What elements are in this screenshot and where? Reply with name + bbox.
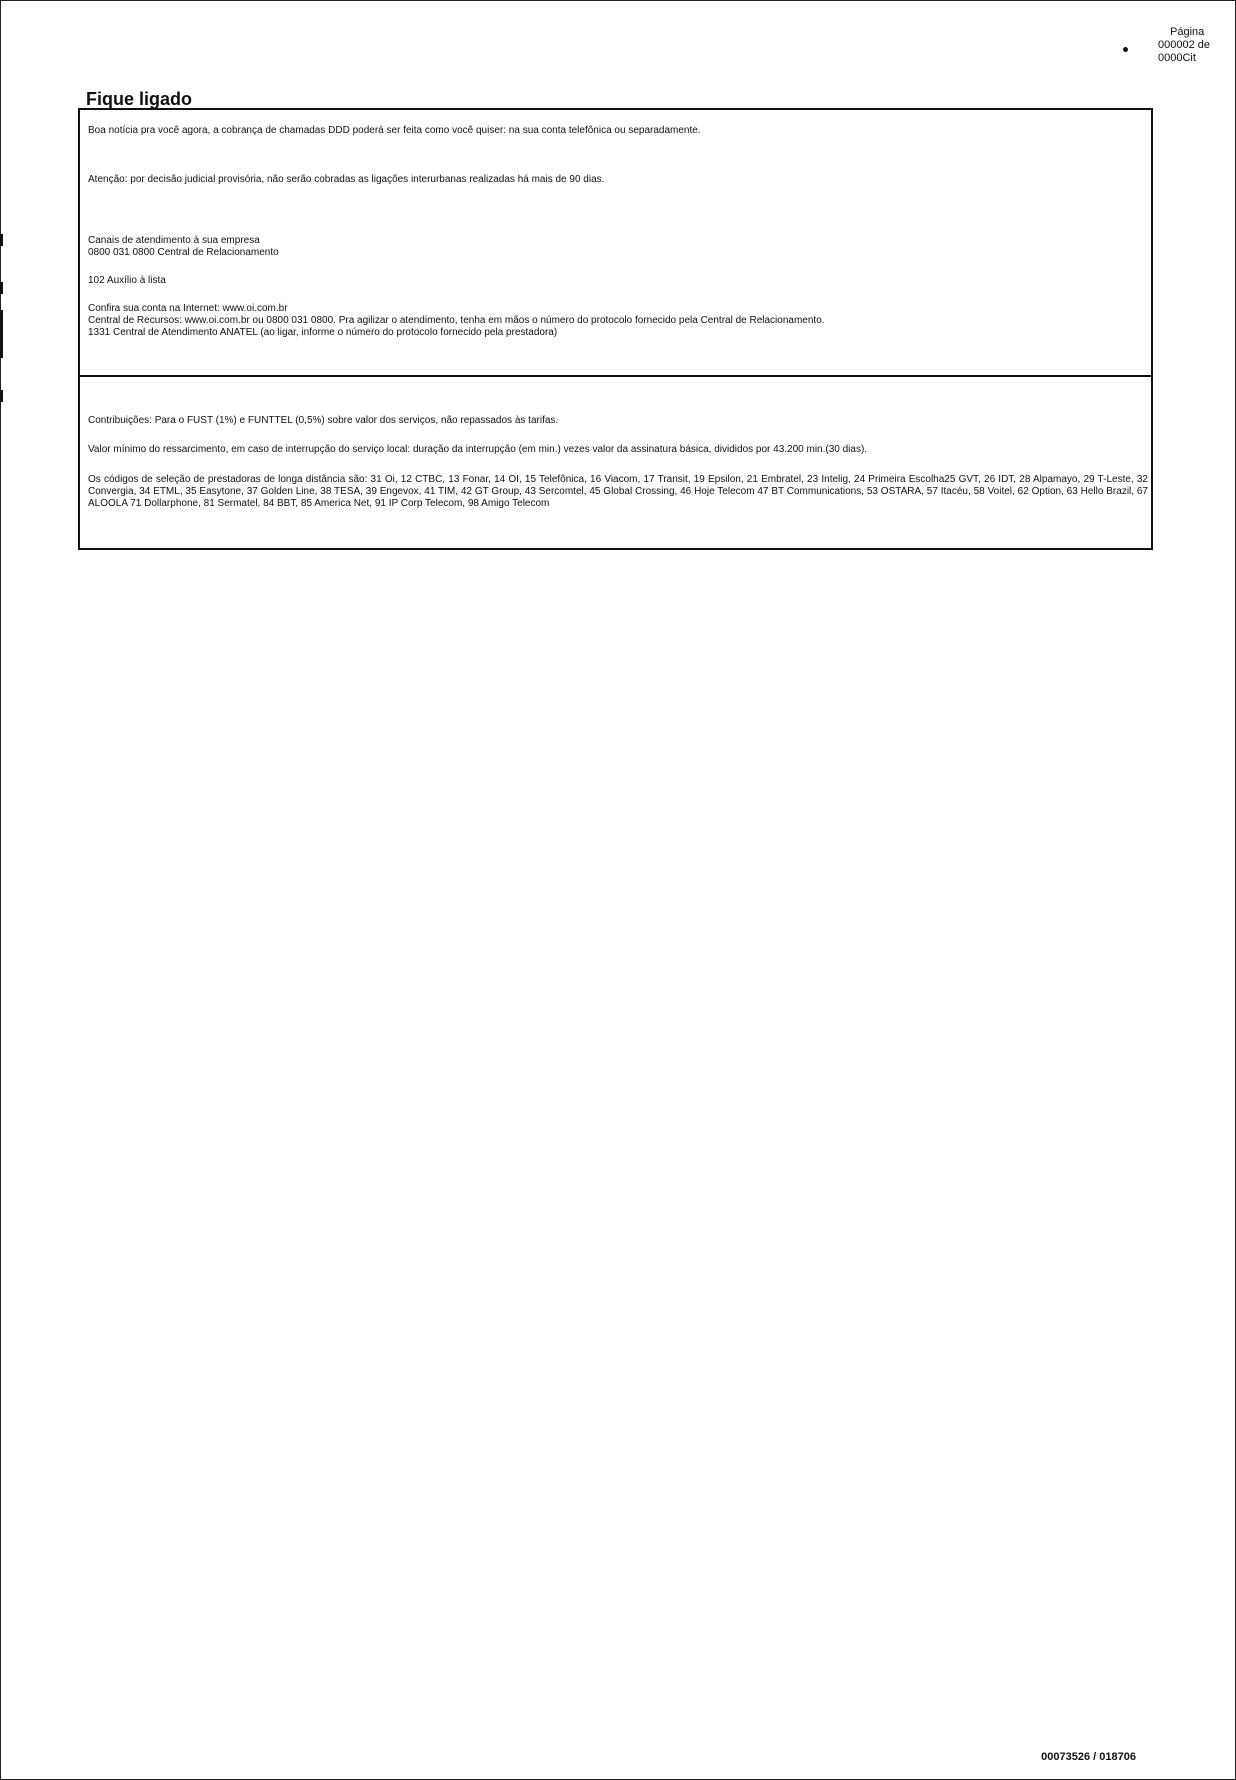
- margin-mark: [0, 282, 3, 294]
- info-line: Central de Recursos: www.oi.com.br ou 0800 031 0800. Pra agilizar o atendimento, tenha em mãos o número do protocolo fornecido pela Central de Relacionamento.: [88, 315, 825, 326]
- margin-mark: [0, 310, 3, 358]
- page-number: [1158, 26, 1216, 65]
- info-line: Confira sua conta na Internet: www.oi.com.br: [88, 303, 288, 314]
- info-line: Boa notícia pra você agora, a cobrança de chamadas DDD poderá ser feita como você quiser: na sua conta telefônica ou separadamente.: [88, 125, 701, 136]
- margin-mark: [0, 234, 3, 246]
- info-line: 102 Auxílio à lista: [88, 275, 166, 286]
- page-label: Página: [1170, 26, 1205, 38]
- page-current: 000002 de: [1158, 39, 1210, 51]
- document-id: 00073526 / 018706: [1041, 1751, 1136, 1763]
- carrier-codes: Os códigos de seleção de prestadoras de longa distância são: 31 Oi, 12 CTBC, 13 Fonar, 14 OI, 15 Telefônica, 16 Viacom, 17 Transit, 19 Epsilon, 21 Embratel, 23 Intelig, 24 Primeira Escolha25 GVT, 26 IDT, 28 Alpamayo, 29 T-Leste, 32 Convergia, 34 ETML, 35 Easytone, 37 Golden Line, 38 TESA, 39 Engevox, 41 TIM, 42 GT Group, 43 Sercomtel, 45 Global Crossing, 46 Hoje Telecom 47 BT Communications, 53 OSTARA, 57 Itacéu, 58 Voitel, 62 Option, 63 Hello Brazil, 67 ALOOLA 71 Dollarphone, 81 Sermatel, 84 BBT, 85 America Net, 91 IP Corp Telecom, 98 Amigo Telecom: [88, 474, 1148, 509]
- info-line: 1331 Central de Atendimento ANATEL (ao ligar, informe o número do protocolo fornecido pela prestadora): [88, 327, 558, 338]
- info-line: Canais de atendimento à sua empresa: [88, 235, 260, 246]
- info-line: Atenção: por decisão judicial provisória, não serão cobradas as ligações interurbanas realizadas há mais de 90 dias.: [88, 174, 605, 185]
- margin-mark: [0, 390, 3, 402]
- info-line: Contribuições: Para o FUST (1%) e FUNTTEL (0,5%) sobre valor dos serviços, não repassados às tarifas.: [88, 415, 559, 426]
- bullet-dot: [1123, 47, 1128, 52]
- info-box-top: [78, 108, 1153, 377]
- info-line: 0800 031 0800 Central de Relacionamento: [88, 247, 279, 258]
- info-box-bottom: [78, 375, 1153, 550]
- section-title: Fique ligado: [86, 89, 192, 109]
- info-line: Valor mínimo do ressarcimento, em caso de interrupção do serviço local: duração da interrupção (em min.) vezes valor da assinatura básica, divididos por 43.200 min.(30 dias).: [88, 444, 868, 455]
- page-total: 0000Cit: [1158, 52, 1196, 64]
